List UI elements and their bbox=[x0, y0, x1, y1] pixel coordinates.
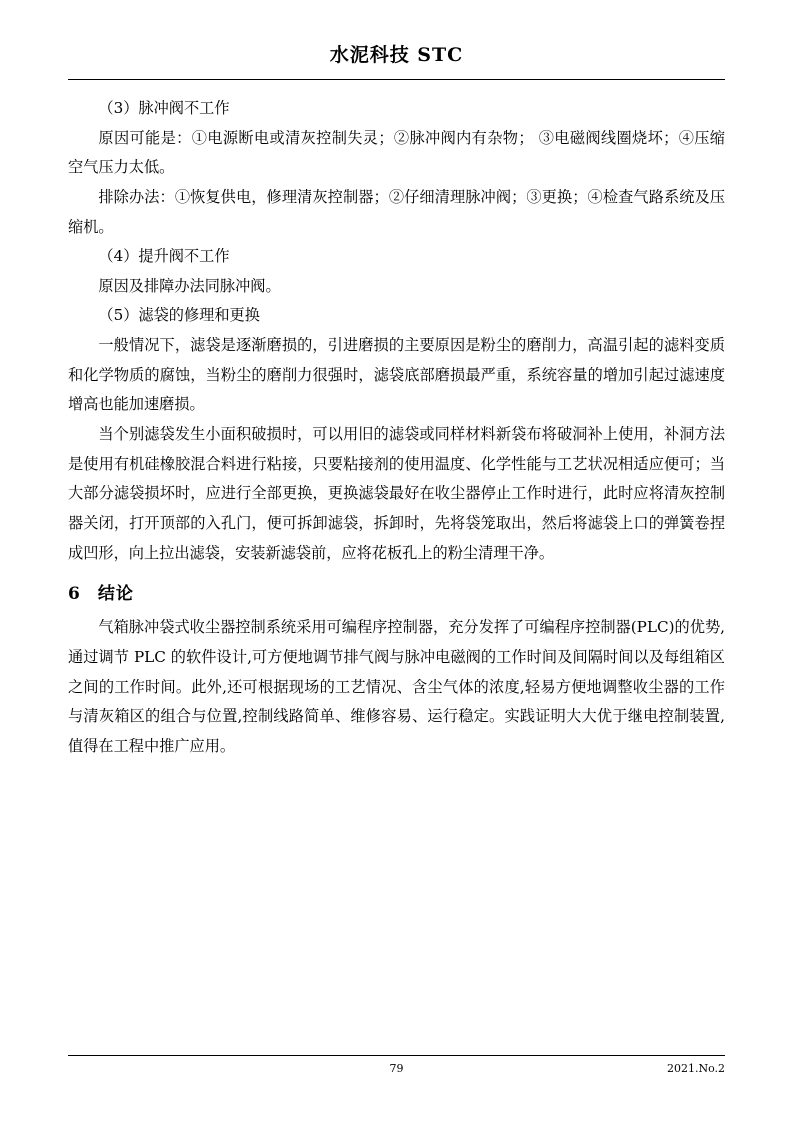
page-header bbox=[68, 40, 725, 73]
section-heading bbox=[68, 578, 725, 611]
paragraph: 气箱脉冲袋式收尘器控制系统采用可编程序控制器，充分发挥了可编程序控制器(PLC)的优势,通过调节 PLC 的软件设计,可方便地调节排气阀与脉冲电磁阀的工作时间及间隔时间以及每组箱区之间的工作时间。此外,还可根据现场的工艺情况、含尘气体的浓度,轻易方便地调整收尘器的工作与清灰箱区的组合与位置,控制线路简单、维修容易、运行稳定。实践证明大大优于继电控制装置,值得在工程中推广应用。 bbox=[68, 618, 725, 755]
section-number: 6 bbox=[68, 584, 80, 605]
paragraph: 当个别滤袋发生小面积破损时，可以用旧的滤袋或同样材料新袋布将破洞补上使用，补洞方法是使用有机硅橡胶混合料进行粘接，只要粘接剂的使用温度、化学性能与工艺状况相适应便可；当大部分滤袋损坏时，应进行全部更换，更换滤袋最好在收尘器停止工作时进行，此时应将清灰控制器关闭，打开顶部的入孔门，便可拆卸滤袋，拆卸时，先将袋笼取出，然后将滤袋上口的弹簧卷捏成凹形，向上拉出滤袋，安装新滤袋前，应将花板孔上的粉尘清理干净。 bbox=[68, 425, 725, 562]
issue-label: 2021.No.2 bbox=[666, 1062, 725, 1075]
paragraph: 原因及排障办法同脉冲阀。 bbox=[98, 276, 281, 295]
footer-divider bbox=[68, 1055, 725, 1056]
footer-row bbox=[68, 1062, 725, 1080]
page-content bbox=[68, 40, 725, 1082]
paragraph: （5）滤袋的修理和更换 bbox=[98, 306, 260, 325]
page-footer bbox=[68, 1055, 725, 1080]
paragraph: （3）脉冲阀不工作 bbox=[98, 99, 230, 117]
paragraph: 原因可能是：①电源断电或清灰控制失灵；②脉冲阀内有杂物； ③电磁阀线圈烧坏；④压缩空气压力太低。 bbox=[68, 128, 725, 177]
document-body bbox=[68, 94, 725, 762]
header-divider bbox=[68, 79, 725, 80]
paragraph: （4）提升阀不工作 bbox=[98, 247, 230, 266]
paragraph: 排除办法：①恢复供电，修理清灰控制器；②仔细清理脉冲阀；③更换；④检查气路系统及压缩机。 bbox=[68, 187, 725, 236]
paragraph: 一般情况下，滤袋是逐渐磨损的，引进磨损的主要原因是粉尘的磨削力，高温引起的滤料变质和化学物质的腐蚀，当粉尘的磨削力很强时，滤袋底部磨损最严重，系统容量的增加引起过滤速度增高也能加速磨损。 bbox=[68, 336, 725, 414]
journal-title: 水泥科技 STC bbox=[329, 44, 464, 66]
section-title: 结论 bbox=[97, 584, 134, 605]
page-number: 79 bbox=[389, 1062, 404, 1075]
